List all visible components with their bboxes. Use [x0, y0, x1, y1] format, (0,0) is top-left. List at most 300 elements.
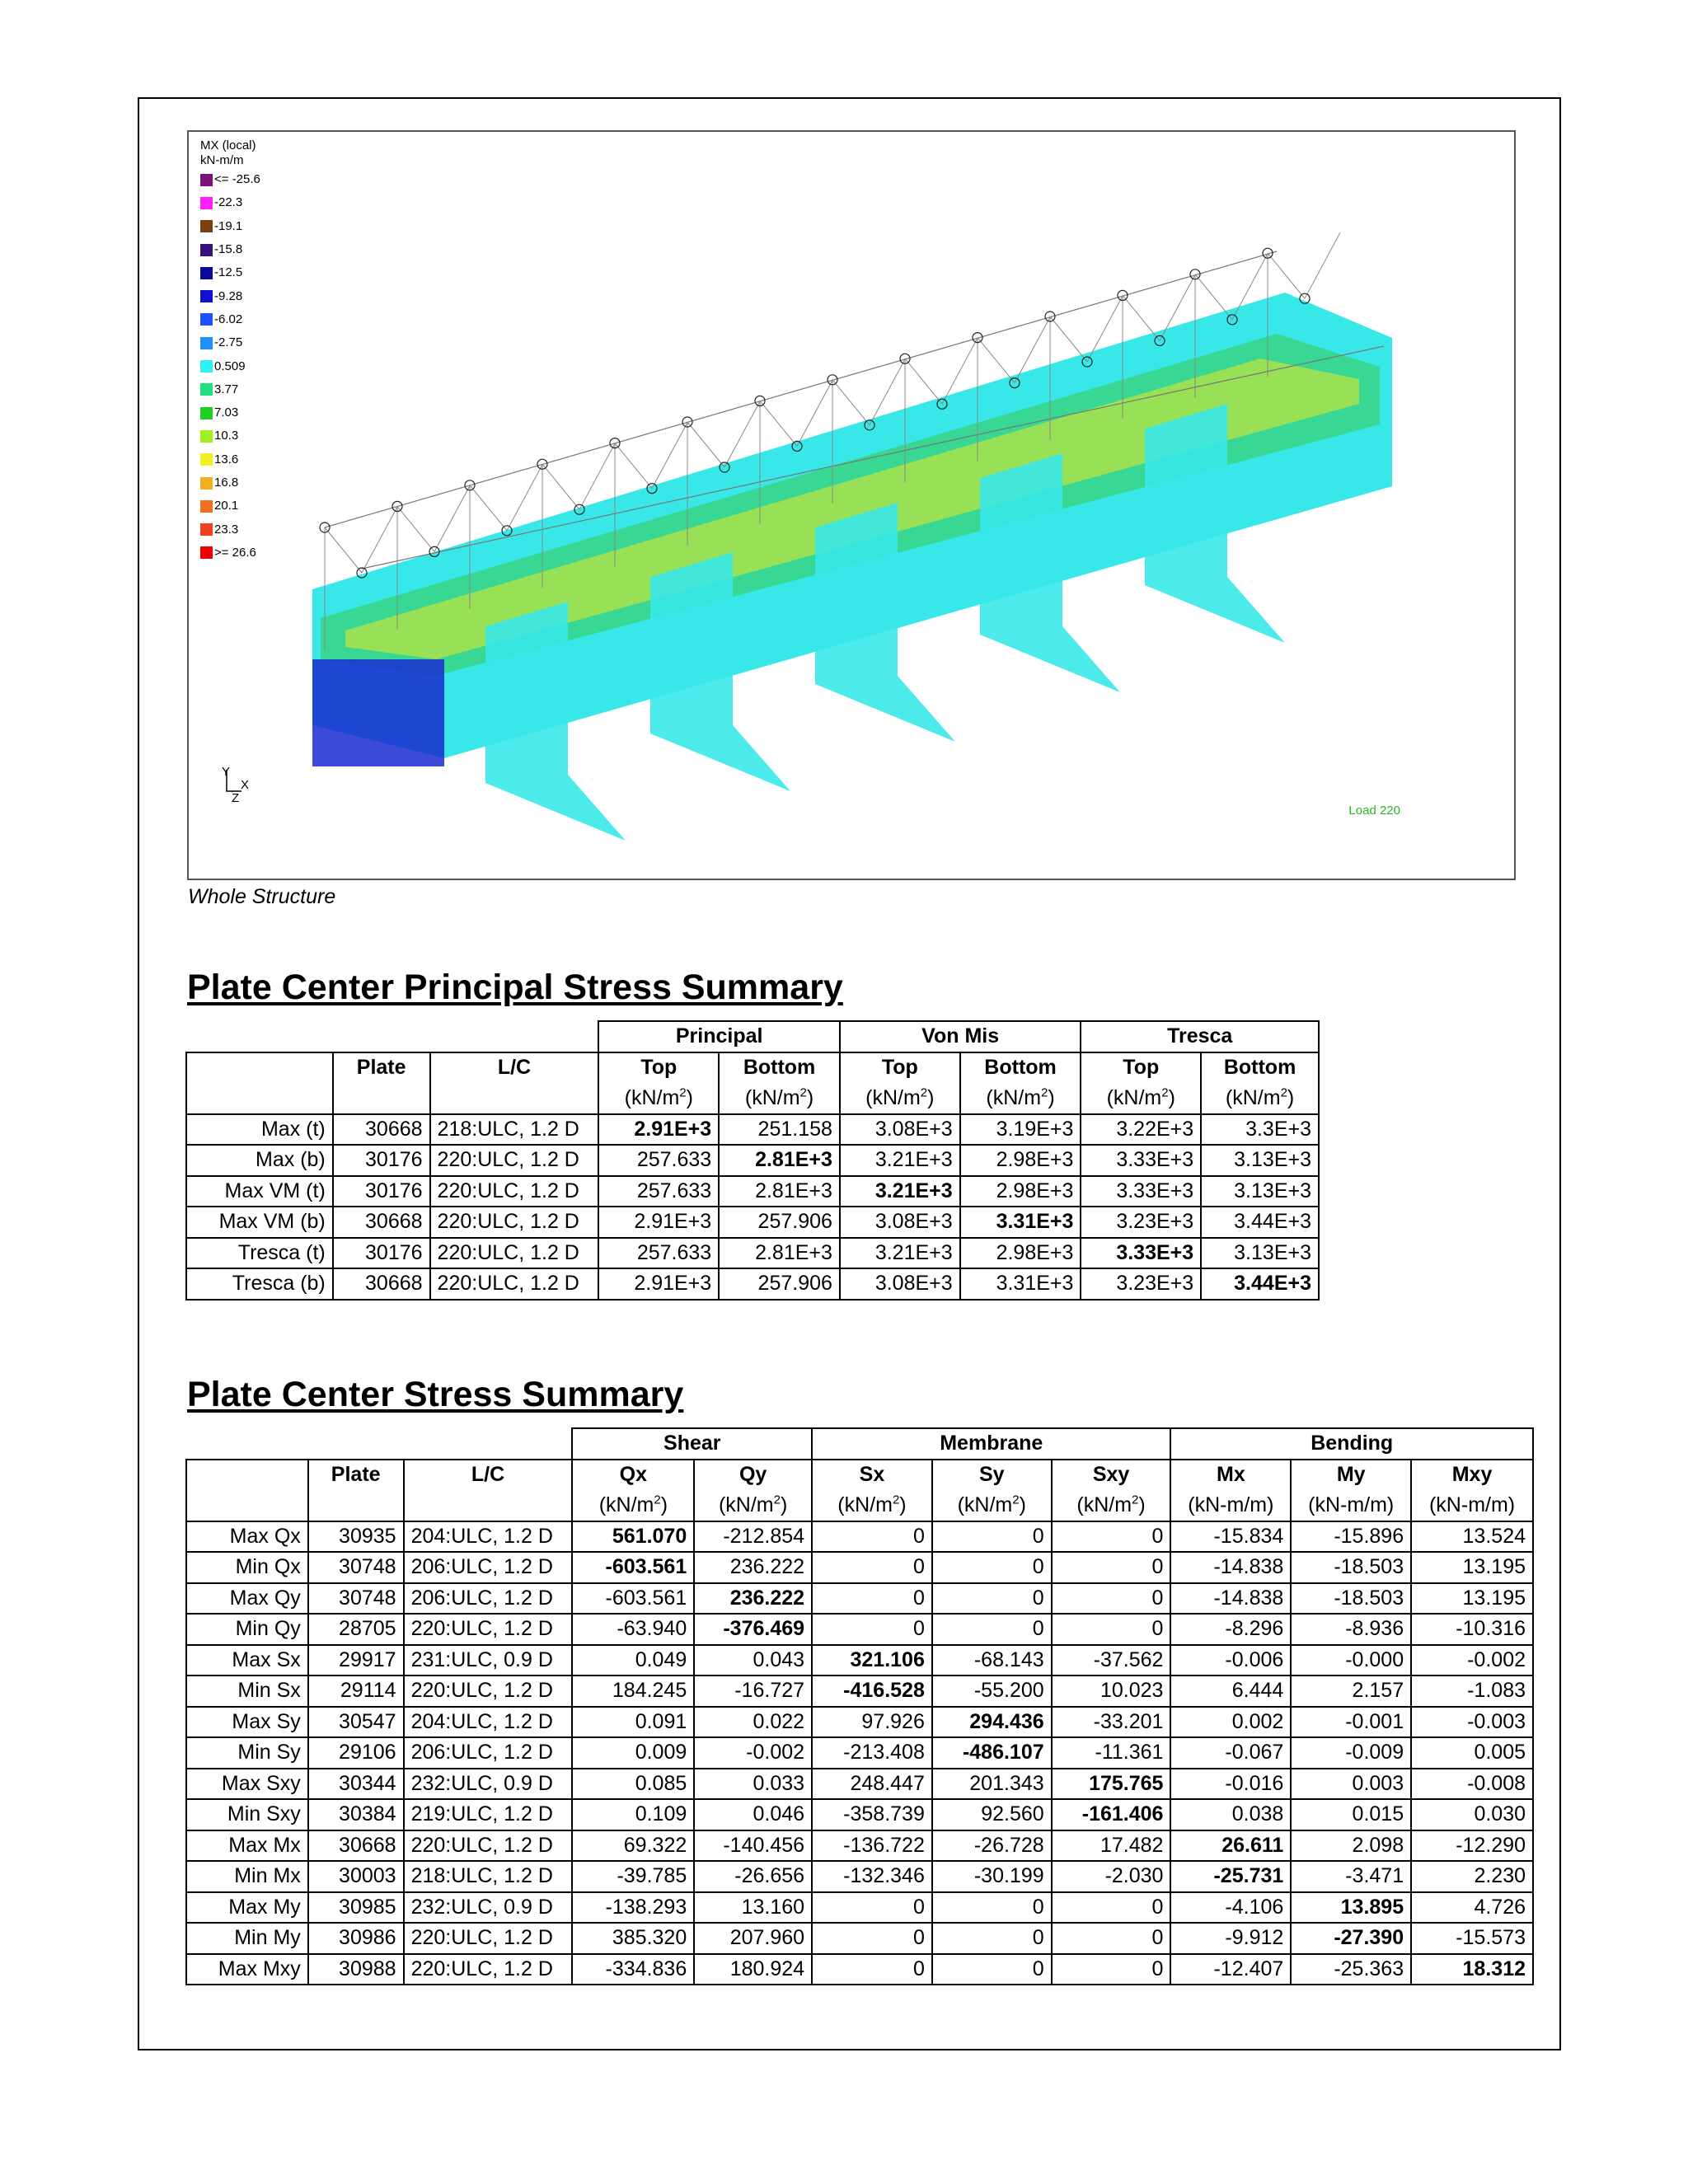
value-cell: 0 [1052, 1521, 1171, 1553]
unit-exponent: 2 [679, 1085, 687, 1100]
column-header: Top [840, 1052, 960, 1084]
column-header: Qy [694, 1460, 812, 1491]
value-cell: 3.3E+3 [1201, 1114, 1319, 1146]
unit-cell: (kN-m/m) [1170, 1490, 1291, 1521]
unit-exponent: 2 [1012, 1493, 1020, 1507]
value-cell: -0.000 [1291, 1645, 1411, 1676]
value-cell: 180.924 [694, 1954, 812, 1985]
column-header: L/C [430, 1052, 599, 1084]
load-label: Load 220 [1348, 804, 1400, 818]
row-label: Min Sy [186, 1737, 308, 1769]
unit-text: (kN/m [1225, 1085, 1281, 1109]
legend-label: -6.02 [214, 312, 243, 326]
table-row [186, 1737, 1533, 1769]
legend-label: -22.3 [214, 195, 243, 210]
column-header: Plate [333, 1052, 430, 1084]
value-cell: -603.561 [572, 1552, 694, 1583]
group-header: Membrane [812, 1428, 1170, 1460]
value-cell: -213.408 [812, 1737, 932, 1769]
lc-cell: 220:ULC, 1.2 D [404, 1675, 573, 1707]
row-label: Tresca (b) [186, 1268, 333, 1300]
value-cell: 0.085 [572, 1769, 694, 1800]
value-cell: 0 [1052, 1583, 1171, 1615]
value-cell: 0 [812, 1552, 932, 1583]
value-cell: -486.107 [932, 1737, 1052, 1769]
unit-cell [932, 1490, 1052, 1521]
lc-cell: 220:ULC, 1.2 D [430, 1176, 599, 1207]
table-row [186, 1799, 1533, 1830]
lc-cell: 204:ULC, 1.2 D [404, 1707, 573, 1738]
lc-cell: 231:ULC, 0.9 D [404, 1645, 573, 1676]
plate-cell: 30668 [308, 1830, 404, 1862]
unit-cell [960, 1083, 1081, 1114]
row-label: Min Qx [186, 1552, 308, 1583]
value-cell: -0.009 [1291, 1737, 1411, 1769]
plate-cell: 30748 [308, 1552, 404, 1583]
group-header: Tresca [1081, 1021, 1319, 1052]
unit-close: ) [1048, 1085, 1055, 1109]
value-cell: 0 [1052, 1614, 1171, 1645]
lc-cell: 206:ULC, 1.2 D [404, 1737, 573, 1769]
plate-cell: 28705 [308, 1614, 404, 1645]
plate-cell: 30176 [333, 1238, 430, 1269]
unit-close: ) [1168, 1085, 1175, 1109]
value-cell: 3.13E+3 [1201, 1176, 1319, 1207]
header-blank [186, 1021, 598, 1052]
unit-text: (kN/m [837, 1493, 893, 1516]
value-cell: -3.471 [1291, 1861, 1411, 1892]
lc-cell: 220:ULC, 1.2 D [404, 1614, 573, 1645]
value-cell: -11.361 [1052, 1737, 1171, 1769]
legend-label: -2.75 [214, 335, 243, 350]
value-cell: 2.81E+3 [719, 1145, 840, 1176]
unit-exponent: 2 [654, 1493, 661, 1507]
value-cell: 0.109 [572, 1799, 694, 1830]
value-cell: 2.98E+3 [960, 1238, 1081, 1269]
header-blank [186, 1428, 572, 1460]
value-cell: 0.009 [572, 1737, 694, 1769]
value-cell: -334.836 [572, 1954, 694, 1985]
table-row [186, 1861, 1533, 1892]
column-header: L/C [404, 1460, 573, 1491]
value-cell: -15.573 [1411, 1923, 1533, 1954]
value-cell: 17.482 [1052, 1830, 1171, 1862]
table-row [186, 1614, 1533, 1645]
row-label: Min Qy [186, 1614, 308, 1645]
lc-cell: 232:ULC, 0.9 D [404, 1892, 573, 1924]
unit-text: (kN/m [598, 1493, 654, 1516]
unit-blank [186, 1083, 333, 1114]
value-cell: 294.436 [932, 1707, 1052, 1738]
value-cell: 4.726 [1411, 1892, 1533, 1924]
lc-cell: 220:ULC, 1.2 D [404, 1954, 573, 1985]
table-row [186, 1954, 1533, 1985]
value-cell: 3.23E+3 [1081, 1268, 1201, 1300]
unit-cell [1052, 1490, 1171, 1521]
value-cell: -37.562 [1052, 1645, 1171, 1676]
value-cell: 3.08E+3 [840, 1114, 960, 1146]
unit-close: ) [1019, 1493, 1026, 1516]
lc-cell: 220:ULC, 1.2 D [430, 1268, 599, 1300]
value-cell: -25.731 [1170, 1861, 1291, 1892]
value-cell: -25.363 [1291, 1954, 1411, 1985]
row-label: Max (t) [186, 1114, 333, 1146]
legend-label: 23.3 [214, 522, 239, 537]
row-label: Max Sxy [186, 1769, 308, 1800]
value-cell: -0.008 [1411, 1769, 1533, 1800]
structure-drawing [189, 132, 1516, 880]
value-cell: 2.91E+3 [598, 1114, 719, 1146]
legend-label: 7.03 [214, 405, 239, 420]
lc-cell: 220:ULC, 1.2 D [404, 1923, 573, 1954]
plate-cell: 30344 [308, 1769, 404, 1800]
value-cell: 26.611 [1170, 1830, 1291, 1862]
column-header: Sx [812, 1460, 932, 1491]
column-header: Bottom [1201, 1052, 1319, 1084]
column-header: Mxy [1411, 1460, 1533, 1491]
value-cell: -0.003 [1411, 1707, 1533, 1738]
unit-exponent: 2 [1041, 1085, 1048, 1100]
value-cell: 321.106 [812, 1645, 932, 1676]
value-cell: 69.322 [572, 1830, 694, 1862]
value-cell: -1.083 [1411, 1675, 1533, 1707]
value-cell: -4.106 [1170, 1892, 1291, 1924]
column-header: Top [598, 1052, 719, 1084]
row-label: Max My [186, 1892, 308, 1924]
value-cell: -603.561 [572, 1583, 694, 1615]
table-row [186, 1521, 1533, 1553]
value-cell: -8.936 [1291, 1614, 1411, 1645]
value-cell: 2.98E+3 [960, 1176, 1081, 1207]
table-row [186, 1207, 1319, 1238]
unit-cell [694, 1490, 812, 1521]
value-cell: 3.13E+3 [1201, 1238, 1319, 1269]
row-label: Max (b) [186, 1145, 333, 1176]
axis-z-label: Z [232, 791, 240, 805]
value-cell: 3.44E+3 [1201, 1268, 1319, 1300]
value-cell: -0.067 [1170, 1737, 1291, 1769]
lc-cell: 206:ULC, 1.2 D [404, 1552, 573, 1583]
lc-cell: 218:ULC, 1.2 D [404, 1861, 573, 1892]
lc-cell: 220:ULC, 1.2 D [430, 1145, 599, 1176]
value-cell: 0.022 [694, 1707, 812, 1738]
unit-blank [404, 1490, 573, 1521]
value-cell: 2.81E+3 [719, 1238, 840, 1269]
table-row [186, 1830, 1533, 1862]
unit-exponent: 2 [892, 1493, 900, 1507]
value-cell: 0 [812, 1892, 932, 1924]
table-row [186, 1645, 1533, 1676]
value-cell: -16.727 [694, 1675, 812, 1707]
row-label-header [186, 1460, 308, 1491]
value-cell: 92.560 [932, 1799, 1052, 1830]
value-cell: 13.195 [1411, 1552, 1533, 1583]
unit-close: ) [806, 1085, 814, 1109]
value-cell: 0 [1052, 1923, 1171, 1954]
lc-cell: 206:ULC, 1.2 D [404, 1583, 573, 1615]
value-cell: -68.143 [932, 1645, 1052, 1676]
unit-cell [719, 1083, 840, 1114]
table-row [186, 1145, 1319, 1176]
value-cell: 257.633 [598, 1145, 719, 1176]
legend-label: -12.5 [214, 265, 243, 280]
table-row [186, 1892, 1533, 1924]
table-row [186, 1268, 1319, 1300]
value-cell: 0 [1052, 1892, 1171, 1924]
value-cell: -26.728 [932, 1830, 1052, 1862]
unit-exponent: 2 [920, 1085, 928, 1100]
value-cell: 257.633 [598, 1176, 719, 1207]
unit-close: ) [1138, 1493, 1146, 1516]
value-cell: 0.091 [572, 1707, 694, 1738]
value-cell: 0 [932, 1583, 1052, 1615]
unit-close: ) [899, 1493, 907, 1516]
unit-cell [812, 1490, 932, 1521]
value-cell: 0 [932, 1892, 1052, 1924]
unit-cell: (kN-m/m) [1291, 1490, 1411, 1521]
value-cell: -136.722 [812, 1830, 932, 1862]
table-row [186, 1707, 1533, 1738]
row-label: Min Sxy [186, 1799, 308, 1830]
value-cell: 3.21E+3 [840, 1145, 960, 1176]
value-cell: 0 [932, 1614, 1052, 1645]
value-cell: 0.015 [1291, 1799, 1411, 1830]
column-header: Sy [932, 1460, 1052, 1491]
value-cell: -161.406 [1052, 1799, 1171, 1830]
value-cell: 3.31E+3 [960, 1268, 1081, 1300]
unit-cell [572, 1490, 694, 1521]
value-cell: -0.001 [1291, 1707, 1411, 1738]
value-cell: 0.002 [1170, 1707, 1291, 1738]
unit-close: ) [660, 1493, 668, 1516]
unit-text: (kN/m [1106, 1085, 1162, 1109]
plate-cell: 30668 [333, 1268, 430, 1300]
value-cell: 13.524 [1411, 1521, 1533, 1553]
unit-exponent: 2 [1161, 1085, 1169, 1100]
value-cell: 175.765 [1052, 1769, 1171, 1800]
row-label: Min Mx [186, 1861, 308, 1892]
value-cell: 257.633 [598, 1238, 719, 1269]
group-header: Von Mis [840, 1021, 1081, 1052]
lc-cell: 204:ULC, 1.2 D [404, 1521, 573, 1553]
value-cell: 0 [932, 1923, 1052, 1954]
legend-title: MX (local) [200, 138, 256, 152]
axis-triad-icon [222, 766, 255, 799]
plate-cell: 30003 [308, 1861, 404, 1892]
group-header: Principal [598, 1021, 839, 1052]
unit-cell [598, 1083, 719, 1114]
value-cell: 236.222 [694, 1552, 812, 1583]
value-cell: 3.08E+3 [840, 1268, 960, 1300]
value-cell: 3.19E+3 [960, 1114, 1081, 1146]
value-cell: 3.33E+3 [1081, 1145, 1201, 1176]
value-cell: 0.030 [1411, 1799, 1533, 1830]
group-header: Bending [1170, 1428, 1533, 1460]
value-cell: -26.656 [694, 1861, 812, 1892]
value-cell: 0 [812, 1583, 932, 1615]
value-cell: -30.199 [932, 1861, 1052, 1892]
unit-text: (kN/m [718, 1493, 774, 1516]
row-label-header [186, 1052, 333, 1084]
value-cell: -33.201 [1052, 1707, 1171, 1738]
structure-figure [187, 130, 1516, 880]
row-label: Max VM (b) [186, 1207, 333, 1238]
row-label: Max VM (t) [186, 1176, 333, 1207]
value-cell: 3.44E+3 [1201, 1207, 1319, 1238]
value-cell: 0.043 [694, 1645, 812, 1676]
column-header: Qx [572, 1460, 694, 1491]
lc-cell: 220:ULC, 1.2 D [404, 1830, 573, 1862]
legend-label: 10.3 [214, 429, 239, 443]
value-cell: 3.13E+3 [1201, 1145, 1319, 1176]
value-cell: -0.006 [1170, 1645, 1291, 1676]
value-cell: -358.739 [812, 1799, 932, 1830]
plate-cell: 29106 [308, 1737, 404, 1769]
unit-text: (kN/m [865, 1085, 921, 1109]
plate-cell: 29917 [308, 1645, 404, 1676]
value-cell: -0.002 [1411, 1645, 1533, 1676]
value-cell: 257.906 [719, 1207, 840, 1238]
value-cell: 184.245 [572, 1675, 694, 1707]
plate-cell: 30748 [308, 1583, 404, 1615]
value-cell: 0 [812, 1521, 932, 1553]
value-cell: 2.81E+3 [719, 1176, 840, 1207]
value-cell: 0.046 [694, 1799, 812, 1830]
value-cell: 2.91E+3 [598, 1268, 719, 1300]
value-cell: 3.21E+3 [840, 1176, 960, 1207]
column-header: Plate [308, 1460, 404, 1491]
unit-text: (kN/m [744, 1085, 800, 1109]
value-cell: -416.528 [812, 1675, 932, 1707]
value-cell: 0.005 [1411, 1737, 1533, 1769]
value-cell: -376.469 [694, 1614, 812, 1645]
value-cell: -140.456 [694, 1830, 812, 1862]
legend-label: 20.1 [214, 499, 239, 513]
unit-blank [430, 1083, 599, 1114]
row-label: Max Sx [186, 1645, 308, 1676]
legend-label: 13.6 [214, 452, 239, 466]
unit-cell: (kN-m/m) [1411, 1490, 1533, 1521]
value-cell: 3.23E+3 [1081, 1207, 1201, 1238]
legend-label: 0.509 [214, 359, 246, 373]
value-cell: -14.838 [1170, 1552, 1291, 1583]
unit-text: (kN/m [957, 1493, 1013, 1516]
value-cell: 2.230 [1411, 1861, 1533, 1892]
value-cell: 3.08E+3 [840, 1207, 960, 1238]
value-cell: 2.98E+3 [960, 1145, 1081, 1176]
value-cell: 251.158 [719, 1114, 840, 1146]
column-header: Top [1081, 1052, 1201, 1084]
value-cell: -212.854 [694, 1521, 812, 1553]
unit-close: ) [686, 1085, 693, 1109]
legend-label: -19.1 [214, 218, 243, 233]
figure-caption: Whole Structure [188, 885, 336, 908]
plate-cell: 30176 [333, 1145, 430, 1176]
unit-cell [840, 1083, 960, 1114]
table-row [186, 1176, 1319, 1207]
value-cell: 2.157 [1291, 1675, 1411, 1707]
value-cell: -14.838 [1170, 1583, 1291, 1615]
value-cell: 248.447 [812, 1769, 932, 1800]
table-row [186, 1769, 1533, 1800]
value-cell: -27.390 [1291, 1923, 1411, 1954]
value-cell: -9.912 [1170, 1923, 1291, 1954]
row-label: Max Mxy [186, 1954, 308, 1985]
value-cell: -10.316 [1411, 1614, 1533, 1645]
value-cell: 385.320 [572, 1923, 694, 1954]
legend-label: >= 26.6 [214, 545, 256, 560]
principal-table [185, 1020, 1320, 1301]
axis-x-label: X [241, 778, 250, 792]
unit-exponent: 2 [1132, 1493, 1139, 1507]
lc-cell: 220:ULC, 1.2 D [430, 1238, 599, 1269]
value-cell: 0.049 [572, 1645, 694, 1676]
unit-blank [333, 1083, 430, 1114]
value-cell: 0 [932, 1552, 1052, 1583]
value-cell: 18.312 [1411, 1954, 1533, 1985]
value-cell: 257.906 [719, 1268, 840, 1300]
row-label: Max Sy [186, 1707, 308, 1738]
table-row [186, 1114, 1319, 1146]
lc-cell: 218:ULC, 1.2 D [430, 1114, 599, 1146]
lc-cell: 232:ULC, 0.9 D [404, 1769, 573, 1800]
table-row [186, 1923, 1533, 1954]
lc-cell: 220:ULC, 1.2 D [430, 1207, 599, 1238]
value-cell: 3.33E+3 [1081, 1176, 1201, 1207]
value-cell: 0 [1052, 1552, 1171, 1583]
plate-cell: 30988 [308, 1954, 404, 1985]
legend-label: 3.77 [214, 382, 239, 396]
value-cell: -12.407 [1170, 1954, 1291, 1985]
value-cell: 2.098 [1291, 1830, 1411, 1862]
plate-cell: 30985 [308, 1892, 404, 1924]
value-cell: 3.21E+3 [840, 1238, 960, 1269]
value-cell: 13.160 [694, 1892, 812, 1924]
legend-label: -15.8 [214, 242, 243, 257]
plate-cell: 30547 [308, 1707, 404, 1738]
unit-text: (kN/m [624, 1085, 680, 1109]
legend-label: -9.28 [214, 288, 243, 303]
value-cell: -15.896 [1291, 1521, 1411, 1553]
value-cell: 561.070 [572, 1521, 694, 1553]
value-cell: -63.940 [572, 1614, 694, 1645]
plate-cell: 30176 [333, 1176, 430, 1207]
value-cell: 236.222 [694, 1583, 812, 1615]
value-cell: -0.016 [1170, 1769, 1291, 1800]
value-cell: 0.038 [1170, 1799, 1291, 1830]
value-cell: -39.785 [572, 1861, 694, 1892]
value-cell: 0 [932, 1521, 1052, 1553]
value-cell: 0.033 [694, 1769, 812, 1800]
value-cell: 0 [812, 1923, 932, 1954]
plate-cell: 30668 [333, 1114, 430, 1146]
value-cell: -132.346 [812, 1861, 932, 1892]
unit-close: ) [780, 1493, 788, 1516]
unit-exponent: 2 [773, 1493, 781, 1507]
value-cell: -15.834 [1170, 1521, 1291, 1553]
value-cell: 0 [932, 1954, 1052, 1985]
legend-unit: kN-m/m [200, 153, 244, 167]
row-label: Max Qy [186, 1583, 308, 1615]
legend-label: 16.8 [214, 476, 239, 490]
value-cell: 0 [1052, 1954, 1171, 1985]
value-cell: -8.296 [1170, 1614, 1291, 1645]
row-label: Max Mx [186, 1830, 308, 1862]
unit-text: (kN/m [986, 1085, 1042, 1109]
unit-close: ) [1287, 1085, 1295, 1109]
unit-cell [1201, 1083, 1319, 1114]
value-cell: 97.926 [812, 1707, 932, 1738]
